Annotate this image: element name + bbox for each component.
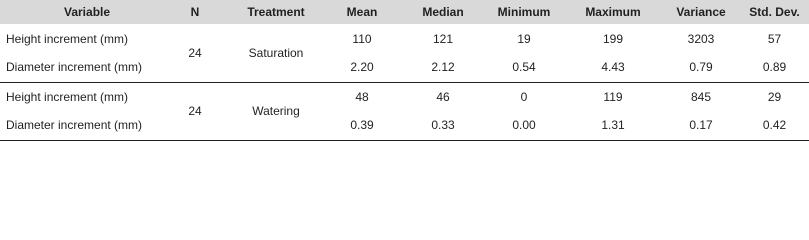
header-mean: Mean xyxy=(346,5,378,19)
maximum-cell: 4.43 xyxy=(564,53,662,82)
header-n: N xyxy=(190,5,200,19)
minimum-cell: 19 xyxy=(517,31,531,46)
variable-cell: Diameter increment (mm) xyxy=(0,111,160,140)
table-row xyxy=(0,24,809,53)
variance-cell: 845 xyxy=(690,89,712,104)
header-maximum: Maximum xyxy=(585,5,641,19)
std-dev-cell: 29 xyxy=(767,89,782,104)
treatment-cell: Watering xyxy=(230,82,322,140)
table-row xyxy=(0,53,809,82)
median-cell: 0.33 xyxy=(402,111,484,140)
n-cell: 24 xyxy=(160,24,230,82)
header-minimum: Minimum xyxy=(497,5,551,19)
variable-cell: Height increment (mm) xyxy=(6,31,129,46)
variance-cell: 3203 xyxy=(687,31,715,46)
header-variable: Variable xyxy=(64,5,111,19)
maximum-cell: 119 xyxy=(603,89,623,104)
variance-cell: 0.79 xyxy=(662,53,740,82)
variable-cell: Height increment (mm) xyxy=(6,89,129,104)
n-cell: 24 xyxy=(160,82,230,140)
header-row xyxy=(0,0,809,24)
maximum-cell: 199 xyxy=(602,31,624,46)
variance-cell: 0.17 xyxy=(662,111,740,140)
median-cell: 121 xyxy=(432,31,454,46)
mean-cell: 110 xyxy=(352,31,372,46)
header-median: Median xyxy=(422,5,464,19)
minimum-cell: 0 xyxy=(520,89,528,104)
mean-cell: 2.20 xyxy=(322,53,402,82)
std-dev-cell: 0.42 xyxy=(740,111,809,140)
header-std-dev: Std. Dev. xyxy=(749,5,800,19)
minimum-cell: 0.54 xyxy=(484,53,564,82)
header-variance: Variance xyxy=(676,5,726,19)
header-treatment: Treatment xyxy=(247,5,305,19)
median-cell: 46 xyxy=(436,89,450,104)
mean-cell: 0.39 xyxy=(322,111,402,140)
maximum-cell: 1.31 xyxy=(564,111,662,140)
minimum-cell: 0.00 xyxy=(484,111,564,140)
std-dev-cell: 57 xyxy=(767,31,782,46)
table-row xyxy=(0,82,809,111)
treatment-cell: Saturation xyxy=(230,24,322,82)
median-cell: 2.12 xyxy=(402,53,484,82)
table-row xyxy=(0,111,809,140)
std-dev-cell: 0.89 xyxy=(740,53,809,82)
variable-cell: Diameter increment (mm) xyxy=(0,53,160,82)
mean-cell: 48 xyxy=(355,89,369,104)
